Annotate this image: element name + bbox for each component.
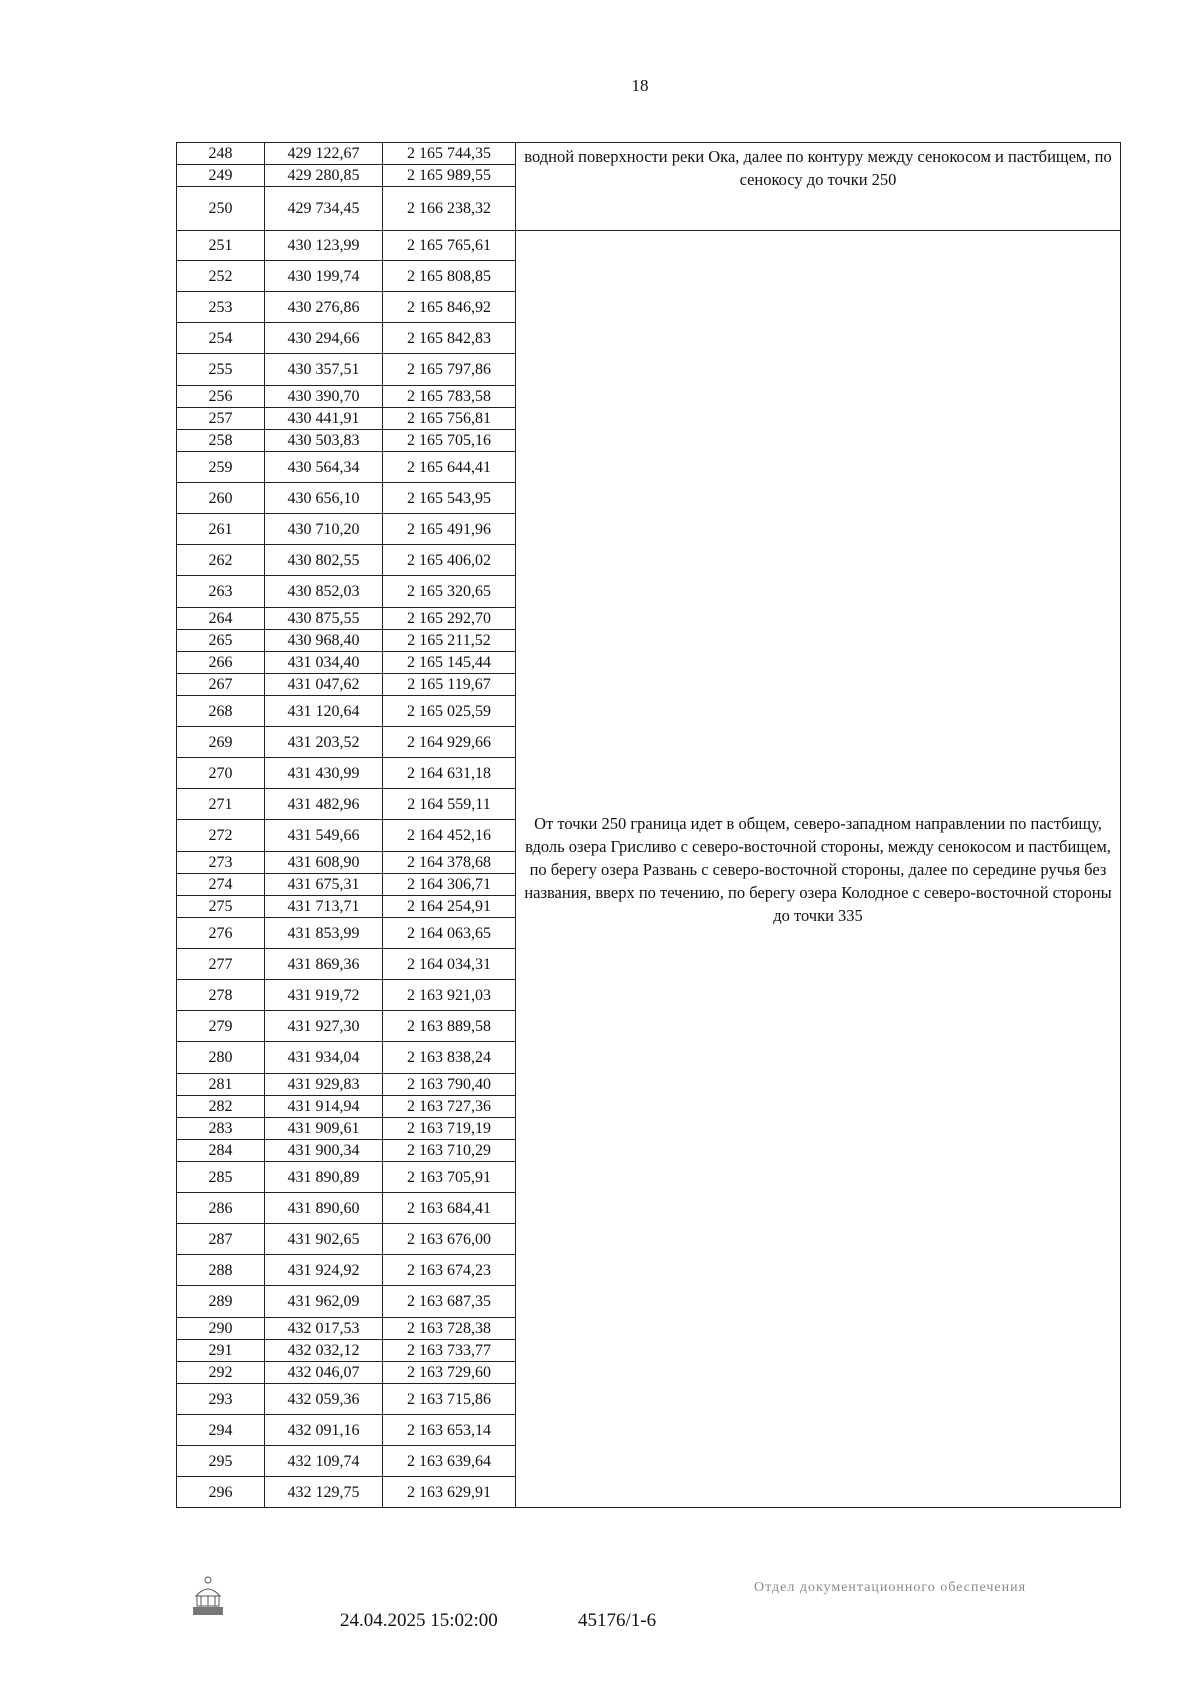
coord-y-cell: 2 163 790,40 bbox=[383, 1074, 516, 1096]
coord-x-cell: 430 390,70 bbox=[265, 386, 383, 408]
point-number-cell: 270 bbox=[177, 758, 265, 789]
table-row bbox=[177, 231, 1121, 261]
coord-x-cell: 430 710,20 bbox=[265, 514, 383, 545]
coord-x-cell: 432 091,16 bbox=[265, 1415, 383, 1446]
point-number-cell: 257 bbox=[177, 408, 265, 430]
coord-y-cell: 2 163 921,03 bbox=[383, 980, 516, 1011]
point-number-cell: 261 bbox=[177, 514, 265, 545]
department-stamp: Отдел документационного обеспечения bbox=[753, 1580, 1027, 1595]
coord-x-cell: 431 919,72 bbox=[265, 980, 383, 1011]
point-number-cell: 267 bbox=[177, 674, 265, 696]
coord-y-cell: 2 165 145,44 bbox=[383, 652, 516, 674]
document-reference: 45176/1-6 bbox=[578, 1610, 657, 1631]
point-number-cell: 280 bbox=[177, 1042, 265, 1074]
point-number-cell: 264 bbox=[177, 608, 265, 630]
coord-y-cell: 2 163 676,00 bbox=[383, 1224, 516, 1255]
coord-y-cell: 2 163 715,86 bbox=[383, 1384, 516, 1415]
coord-y-cell: 2 164 254,91 bbox=[383, 896, 516, 918]
coord-y-cell: 2 165 644,41 bbox=[383, 452, 516, 483]
point-number-cell: 279 bbox=[177, 1011, 265, 1042]
coord-x-cell: 431 430,99 bbox=[265, 758, 383, 789]
point-number-cell: 259 bbox=[177, 452, 265, 483]
point-number-cell: 275 bbox=[177, 896, 265, 918]
coord-y-cell: 2 165 320,65 bbox=[383, 576, 516, 608]
coord-x-cell: 431 890,89 bbox=[265, 1162, 383, 1193]
coord-x-cell: 430 357,51 bbox=[265, 354, 383, 386]
coord-y-cell: 2 163 684,41 bbox=[383, 1193, 516, 1224]
coord-y-cell: 2 164 631,18 bbox=[383, 758, 516, 789]
coord-x-cell: 431 869,36 bbox=[265, 949, 383, 980]
coord-y-cell: 2 163 727,36 bbox=[383, 1096, 516, 1118]
point-number-cell: 268 bbox=[177, 696, 265, 727]
coord-x-cell: 431 914,94 bbox=[265, 1096, 383, 1118]
point-number-cell: 284 bbox=[177, 1140, 265, 1162]
point-number-cell: 292 bbox=[177, 1362, 265, 1384]
coord-y-cell: 2 163 838,24 bbox=[383, 1042, 516, 1074]
coord-y-cell: 2 164 034,31 bbox=[383, 949, 516, 980]
point-number-cell: 250 bbox=[177, 187, 265, 231]
coord-y-cell: 2 165 406,02 bbox=[383, 545, 516, 576]
coord-x-cell: 431 713,71 bbox=[265, 896, 383, 918]
coord-y-cell: 2 165 808,85 bbox=[383, 261, 516, 292]
point-number-cell: 276 bbox=[177, 918, 265, 949]
coord-y-cell: 2 165 783,58 bbox=[383, 386, 516, 408]
coord-x-cell: 430 852,03 bbox=[265, 576, 383, 608]
point-number-cell: 253 bbox=[177, 292, 265, 323]
boundary-coordinates-table bbox=[176, 142, 1121, 1508]
coord-x-cell: 431 853,99 bbox=[265, 918, 383, 949]
coord-y-cell: 2 165 025,59 bbox=[383, 696, 516, 727]
coord-y-cell: 2 165 989,55 bbox=[383, 165, 516, 187]
coord-x-cell: 432 032,12 bbox=[265, 1340, 383, 1362]
point-number-cell: 271 bbox=[177, 789, 265, 820]
coord-y-cell: 2 163 733,77 bbox=[383, 1340, 516, 1362]
coord-y-cell: 2 163 729,60 bbox=[383, 1362, 516, 1384]
coord-y-cell: 2 166 238,32 bbox=[383, 187, 516, 231]
coord-y-cell: 2 165 211,52 bbox=[383, 630, 516, 652]
point-number-cell: 254 bbox=[177, 323, 265, 354]
coord-y-cell: 2 163 639,64 bbox=[383, 1446, 516, 1477]
coord-y-cell: 2 163 629,91 bbox=[383, 1477, 516, 1508]
coord-x-cell: 432 059,36 bbox=[265, 1384, 383, 1415]
coord-y-cell: 2 165 842,83 bbox=[383, 323, 516, 354]
coord-x-cell: 431 900,34 bbox=[265, 1140, 383, 1162]
coord-y-cell: 2 165 705,16 bbox=[383, 430, 516, 452]
coord-x-cell: 429 280,85 bbox=[265, 165, 383, 187]
point-number-cell: 289 bbox=[177, 1286, 265, 1318]
coord-x-cell: 432 129,75 bbox=[265, 1477, 383, 1508]
point-number-cell: 272 bbox=[177, 820, 265, 852]
point-number-cell: 258 bbox=[177, 430, 265, 452]
coord-y-cell: 2 164 452,16 bbox=[383, 820, 516, 852]
point-number-cell: 286 bbox=[177, 1193, 265, 1224]
coord-y-cell: 2 163 687,35 bbox=[383, 1286, 516, 1318]
point-number-cell: 274 bbox=[177, 874, 265, 896]
coord-y-cell: 2 165 119,67 bbox=[383, 674, 516, 696]
coord-x-cell: 431 927,30 bbox=[265, 1011, 383, 1042]
coord-y-cell: 2 163 728,38 bbox=[383, 1318, 516, 1340]
coord-x-cell: 429 122,67 bbox=[265, 143, 383, 165]
coord-y-cell: 2 165 491,96 bbox=[383, 514, 516, 545]
point-number-cell: 263 bbox=[177, 576, 265, 608]
point-number-cell: 252 bbox=[177, 261, 265, 292]
coord-x-cell: 430 802,55 bbox=[265, 545, 383, 576]
point-number-cell: 266 bbox=[177, 652, 265, 674]
emblem-icon bbox=[188, 1574, 228, 1618]
point-number-cell: 294 bbox=[177, 1415, 265, 1446]
point-number-cell: 277 bbox=[177, 949, 265, 980]
point-number-cell: 295 bbox=[177, 1446, 265, 1477]
coord-x-cell: 430 564,34 bbox=[265, 452, 383, 483]
coord-x-cell: 432 046,07 bbox=[265, 1362, 383, 1384]
coord-x-cell: 431 120,64 bbox=[265, 696, 383, 727]
coord-y-cell: 2 163 710,29 bbox=[383, 1140, 516, 1162]
coord-x-cell: 431 934,04 bbox=[265, 1042, 383, 1074]
coord-y-cell: 2 164 559,11 bbox=[383, 789, 516, 820]
point-number-cell: 291 bbox=[177, 1340, 265, 1362]
boundary-description-cell: От точки 250 граница идет в общем, северо-западном направлении по пастбищу, вдоль озера Грисливо с северо-восточной стороны, между сенокосом и пастбищем, по берегу озера Развань с северо-восточной стороны, далее по середине ручья без названия, вверх по течению, по берегу озера Колодное с северо-восточной стороны до точки 335 bbox=[516, 231, 1121, 1508]
boundary-description-cell: водной поверхности реки Ока, далее по контуру между сенокосом и пастбищем, по сенокосу до точки 250 bbox=[516, 143, 1121, 231]
coord-y-cell: 2 163 653,14 bbox=[383, 1415, 516, 1446]
coord-y-cell: 2 164 306,71 bbox=[383, 874, 516, 896]
coord-y-cell: 2 164 929,66 bbox=[383, 727, 516, 758]
coord-x-cell: 431 047,62 bbox=[265, 674, 383, 696]
coord-x-cell: 430 968,40 bbox=[265, 630, 383, 652]
coord-x-cell: 432 017,53 bbox=[265, 1318, 383, 1340]
coord-y-cell: 2 163 889,58 bbox=[383, 1011, 516, 1042]
point-number-cell: 287 bbox=[177, 1224, 265, 1255]
coord-x-cell: 430 199,74 bbox=[265, 261, 383, 292]
coord-y-cell: 2 164 378,68 bbox=[383, 852, 516, 874]
coord-x-cell: 431 034,40 bbox=[265, 652, 383, 674]
coord-y-cell: 2 163 705,91 bbox=[383, 1162, 516, 1193]
point-number-cell: 269 bbox=[177, 727, 265, 758]
page-footer bbox=[0, 1570, 1200, 1630]
coord-x-cell: 430 656,10 bbox=[265, 483, 383, 514]
point-number-cell: 262 bbox=[177, 545, 265, 576]
coord-y-cell: 2 164 063,65 bbox=[383, 918, 516, 949]
coord-y-cell: 2 165 797,86 bbox=[383, 354, 516, 386]
point-number-cell: 296 bbox=[177, 1477, 265, 1508]
point-number-cell: 249 bbox=[177, 165, 265, 187]
coord-y-cell: 2 163 674,23 bbox=[383, 1255, 516, 1286]
point-number-cell: 290 bbox=[177, 1318, 265, 1340]
coord-y-cell: 2 165 292,70 bbox=[383, 608, 516, 630]
coord-x-cell: 431 549,66 bbox=[265, 820, 383, 852]
coord-y-cell: 2 165 756,81 bbox=[383, 408, 516, 430]
point-number-cell: 293 bbox=[177, 1384, 265, 1415]
page-number: 18 bbox=[631, 76, 649, 95]
coord-x-cell: 431 675,31 bbox=[265, 874, 383, 896]
point-number-cell: 256 bbox=[177, 386, 265, 408]
coord-y-cell: 2 165 543,95 bbox=[383, 483, 516, 514]
point-number-cell: 285 bbox=[177, 1162, 265, 1193]
coord-y-cell: 2 165 744,35 bbox=[383, 143, 516, 165]
coord-x-cell: 431 929,83 bbox=[265, 1074, 383, 1096]
point-number-cell: 282 bbox=[177, 1096, 265, 1118]
coord-x-cell: 429 734,45 bbox=[265, 187, 383, 231]
point-number-cell: 288 bbox=[177, 1255, 265, 1286]
coord-y-cell: 2 165 765,61 bbox=[383, 231, 516, 261]
coord-x-cell: 430 123,99 bbox=[265, 231, 383, 261]
coord-x-cell: 430 875,55 bbox=[265, 608, 383, 630]
coord-y-cell: 2 163 719,19 bbox=[383, 1118, 516, 1140]
point-number-cell: 278 bbox=[177, 980, 265, 1011]
coord-x-cell: 431 909,61 bbox=[265, 1118, 383, 1140]
coord-x-cell: 431 962,09 bbox=[265, 1286, 383, 1318]
point-number-cell: 255 bbox=[177, 354, 265, 386]
coord-x-cell: 430 503,83 bbox=[265, 430, 383, 452]
coord-x-cell: 431 608,90 bbox=[265, 852, 383, 874]
coord-x-cell: 431 890,60 bbox=[265, 1193, 383, 1224]
coord-y-cell: 2 165 846,92 bbox=[383, 292, 516, 323]
point-number-cell: 273 bbox=[177, 852, 265, 874]
coord-x-cell: 430 276,86 bbox=[265, 292, 383, 323]
print-timestamp: 24.04.2025 15:02:00 bbox=[340, 1610, 498, 1631]
coord-x-cell: 430 441,91 bbox=[265, 408, 383, 430]
point-number-cell: 283 bbox=[177, 1118, 265, 1140]
coord-x-cell: 430 294,66 bbox=[265, 323, 383, 354]
point-number-cell: 281 bbox=[177, 1074, 265, 1096]
table-row bbox=[177, 143, 1121, 165]
coord-x-cell: 431 203,52 bbox=[265, 727, 383, 758]
coord-x-cell: 431 902,65 bbox=[265, 1224, 383, 1255]
coord-x-cell: 432 109,74 bbox=[265, 1446, 383, 1477]
point-number-cell: 248 bbox=[177, 143, 265, 165]
point-number-cell: 260 bbox=[177, 483, 265, 514]
coord-x-cell: 431 482,96 bbox=[265, 789, 383, 820]
point-number-cell: 265 bbox=[177, 630, 265, 652]
coord-x-cell: 431 924,92 bbox=[265, 1255, 383, 1286]
point-number-cell: 251 bbox=[177, 231, 265, 261]
